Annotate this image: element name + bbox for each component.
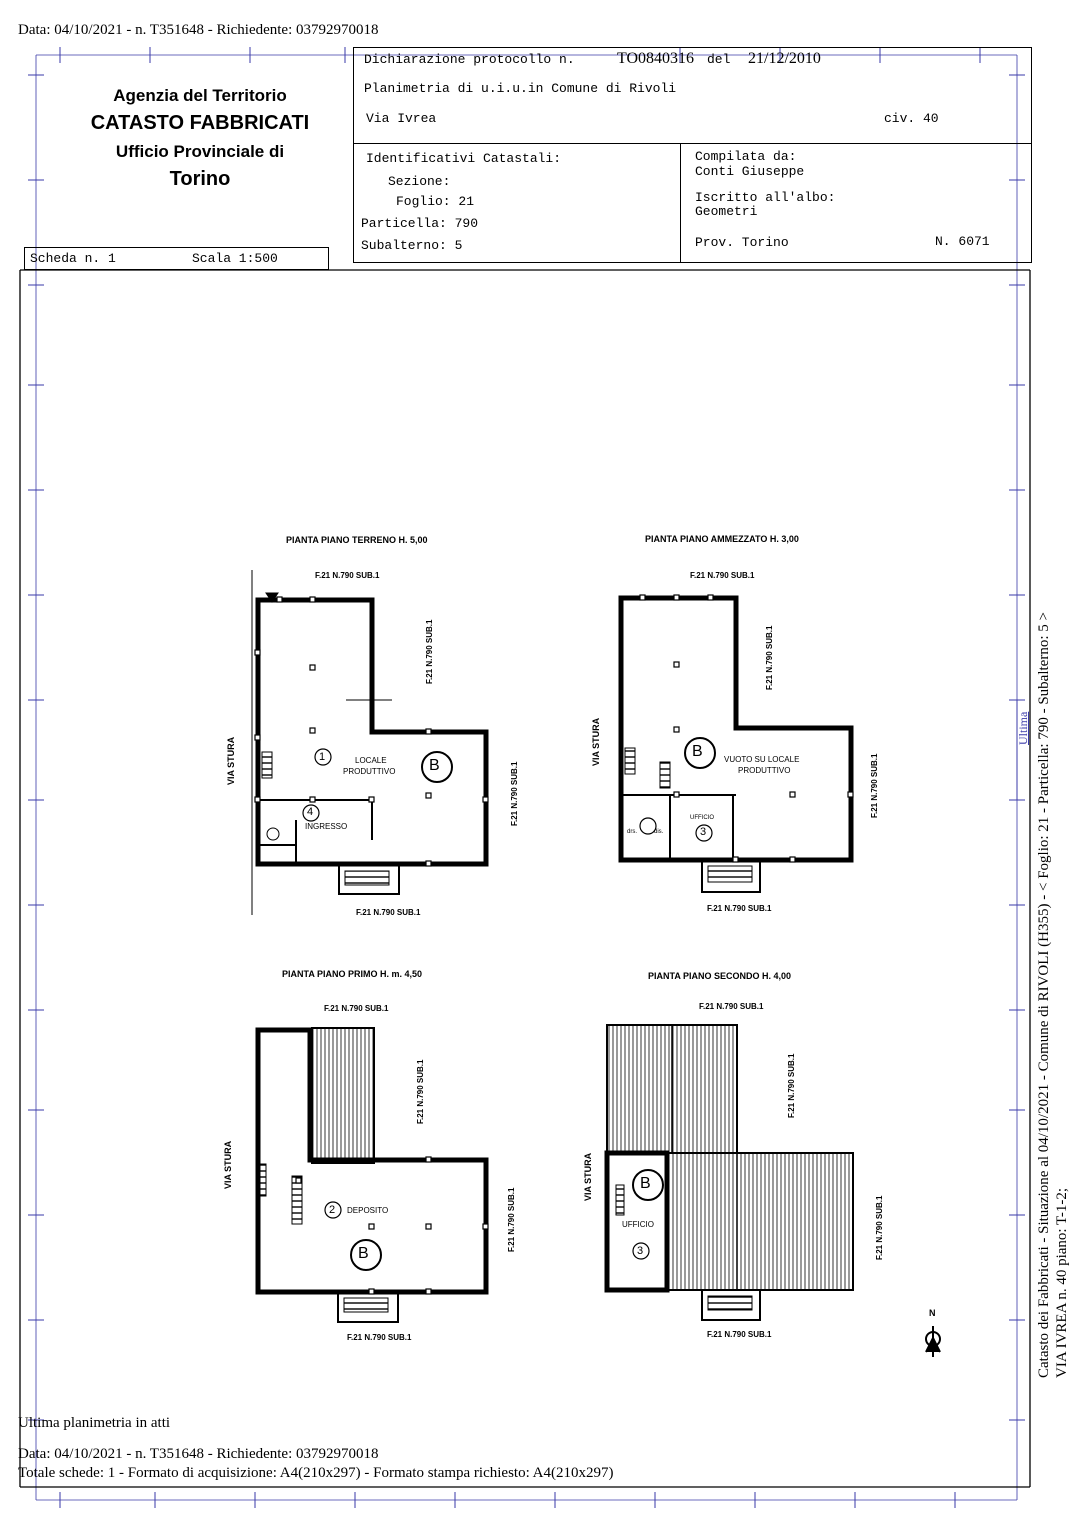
mezzanine-dis: dis.: [654, 829, 664, 835]
sidebar-address: VIA IVREA n. 40 piano: T-1-2;: [1054, 1188, 1070, 1378]
identifiers-subalterno: Subalterno: 5: [361, 238, 463, 253]
header-request-line: Data: 04/10/2021 - n. T351648 - Richiedente: 03792970018: [18, 22, 379, 38]
ground-room1-label-2: PRODUTTIVO: [343, 767, 396, 776]
second-ref-bottom: F.21 N.790 SUB.1: [707, 1330, 772, 1339]
second-office-label: UFFICIO: [622, 1220, 654, 1229]
second-ref-right-upper: F.21 N.790 SUB.1: [787, 1053, 796, 1118]
ground-badge: B: [429, 757, 440, 774]
first-badge: B: [358, 1245, 369, 1262]
footer-last-planimetry: Ultima planimetria in atti: [18, 1415, 171, 1431]
first-ref-top: F.21 N.790 SUB.1: [324, 1004, 389, 1013]
identifiers-divider: [680, 143, 681, 263]
mezzanine-ref-top: F.21 N.790 SUB.1: [690, 571, 755, 580]
second-badge: B: [640, 1175, 651, 1192]
footer-request-line: Data: 04/10/2021 - n. T351648 - Richiedente: 03792970018: [18, 1446, 379, 1462]
ground-ref-right: F.21 N.790 SUB.1: [510, 761, 519, 826]
mezzanine-street-label: VIA STURA: [591, 717, 601, 766]
declaration-protocol: TO0840316: [617, 50, 695, 67]
ground-room1-number: 1: [319, 751, 326, 763]
mezzanine-office-number: 3: [700, 826, 707, 838]
second-floor-title: PIANTA PIANO SECONDO H. 4,00: [648, 971, 792, 981]
second-ref-top: F.21 N.790 SUB.1: [699, 1002, 764, 1011]
compiler-albo-label: Iscritto all'albo:: [695, 190, 836, 205]
first-ref-bottom: F.21 N.790 SUB.1: [347, 1333, 412, 1342]
second-office-number: 3: [637, 1245, 644, 1257]
declaration-civ: civ. 40: [884, 111, 939, 126]
second-street-label: VIA STURA: [583, 1152, 593, 1201]
sidebar-stamp: Ultima: [1016, 711, 1030, 745]
ground-floor-plan: [252, 570, 488, 915]
declaration-date: 21/12/2010: [748, 50, 821, 67]
compiler-label: Compilata da:: [695, 149, 797, 164]
mezzanine-badge: B: [692, 743, 703, 760]
declaration-label: Dichiarazione protocollo n.: [364, 52, 575, 67]
ground-room4-label: INGRESSO: [305, 822, 348, 831]
scheda-scale: Scala 1:500: [192, 251, 278, 266]
sheet-frame: [20, 270, 1030, 1487]
scheda-number: Scheda n. 1: [30, 251, 116, 266]
declaration-street: Via Ivrea: [366, 111, 437, 126]
footer-totals: Totale schede: 1 - Formato di acquisizione: A4(210x297) - Formato stampa richiesto: A4(210x297): [18, 1465, 614, 1481]
sidebar-situation: Catasto dei Fabbricati - Situazione al 04/10/2021 - Comune di RIVOLI (H355) - < Foglio: 21 - Particella: 790 - Subalterno: 5 >: [1036, 612, 1052, 1378]
identifiers-title: Identificativi Catastali:: [366, 151, 562, 166]
first-ref-right: F.21 N.790 SUB.1: [507, 1187, 516, 1252]
compiler-name: Conti Giuseppe: [695, 164, 805, 179]
identifiers-foglio: Foglio: 21: [396, 194, 475, 209]
ground-ref-bottom: F.21 N.790 SUB.1: [356, 908, 421, 917]
mezzanine-ref-right: F.21 N.790 SUB.1: [870, 753, 879, 818]
first-street-label: VIA STURA: [223, 1140, 233, 1189]
compiler-number: N. 6071: [935, 234, 990, 249]
mezzanine-void-label-1: VUOTO SU LOCALE: [724, 755, 800, 764]
identifiers-sezione: Sezione:: [388, 174, 451, 189]
ground-ref-top: F.21 N.790 SUB.1: [315, 571, 380, 580]
identifiers-particella: Particella: 790: [361, 216, 479, 231]
compiler-province: Prov. Torino: [695, 235, 789, 250]
agency-department: CATASTO FABBRICATI: [90, 112, 310, 134]
declaration-del: del: [707, 52, 731, 67]
north-arrow-icon: [926, 1326, 940, 1357]
mezzanine-drs: drs.: [627, 829, 638, 835]
compiler-albo: Geometri: [695, 204, 758, 219]
agency-office: Ufficio Provinciale di: [115, 142, 285, 161]
ground-room4-number: 4: [307, 806, 314, 818]
first-floor-plan: [256, 1028, 488, 1322]
ground-floor-title: PIANTA PIANO TERRENO H. 5,00: [286, 535, 428, 545]
mezzanine-ref-right-upper: F.21 N.790 SUB.1: [765, 625, 774, 690]
agency-name: Agenzia del Territorio: [113, 86, 287, 105]
agency-city: Torino: [169, 168, 231, 190]
mezzanine-plan: [621, 595, 853, 892]
mezzanine-ref-bottom: F.21 N.790 SUB.1: [707, 904, 772, 913]
second-floor-plan: [607, 1025, 853, 1320]
first-room2-label: DEPOSITO: [347, 1206, 389, 1215]
mezzanine-void-label-2: PRODUTTIVO: [738, 766, 791, 775]
first-room2-number: 2: [329, 1204, 336, 1216]
mezzanine-office-label: UFFICIO: [690, 815, 714, 821]
declaration-planimetry: Planimetria di u.i.u.in Comune di Rivoli: [364, 81, 677, 96]
first-ref-right-upper: F.21 N.790 SUB.1: [416, 1059, 425, 1124]
second-ref-right: F.21 N.790 SUB.1: [875, 1195, 884, 1260]
first-floor-title: PIANTA PIANO PRIMO H. m. 4,50: [282, 969, 423, 979]
mezzanine-title: PIANTA PIANO AMMEZZATO H. 3,00: [645, 534, 799, 544]
ground-street-label: VIA STURA: [226, 736, 236, 785]
north-label: N: [929, 1308, 936, 1318]
ground-ref-right-upper: F.21 N.790 SUB.1: [425, 619, 434, 684]
ground-room1-label-1: LOCALE: [355, 756, 387, 765]
